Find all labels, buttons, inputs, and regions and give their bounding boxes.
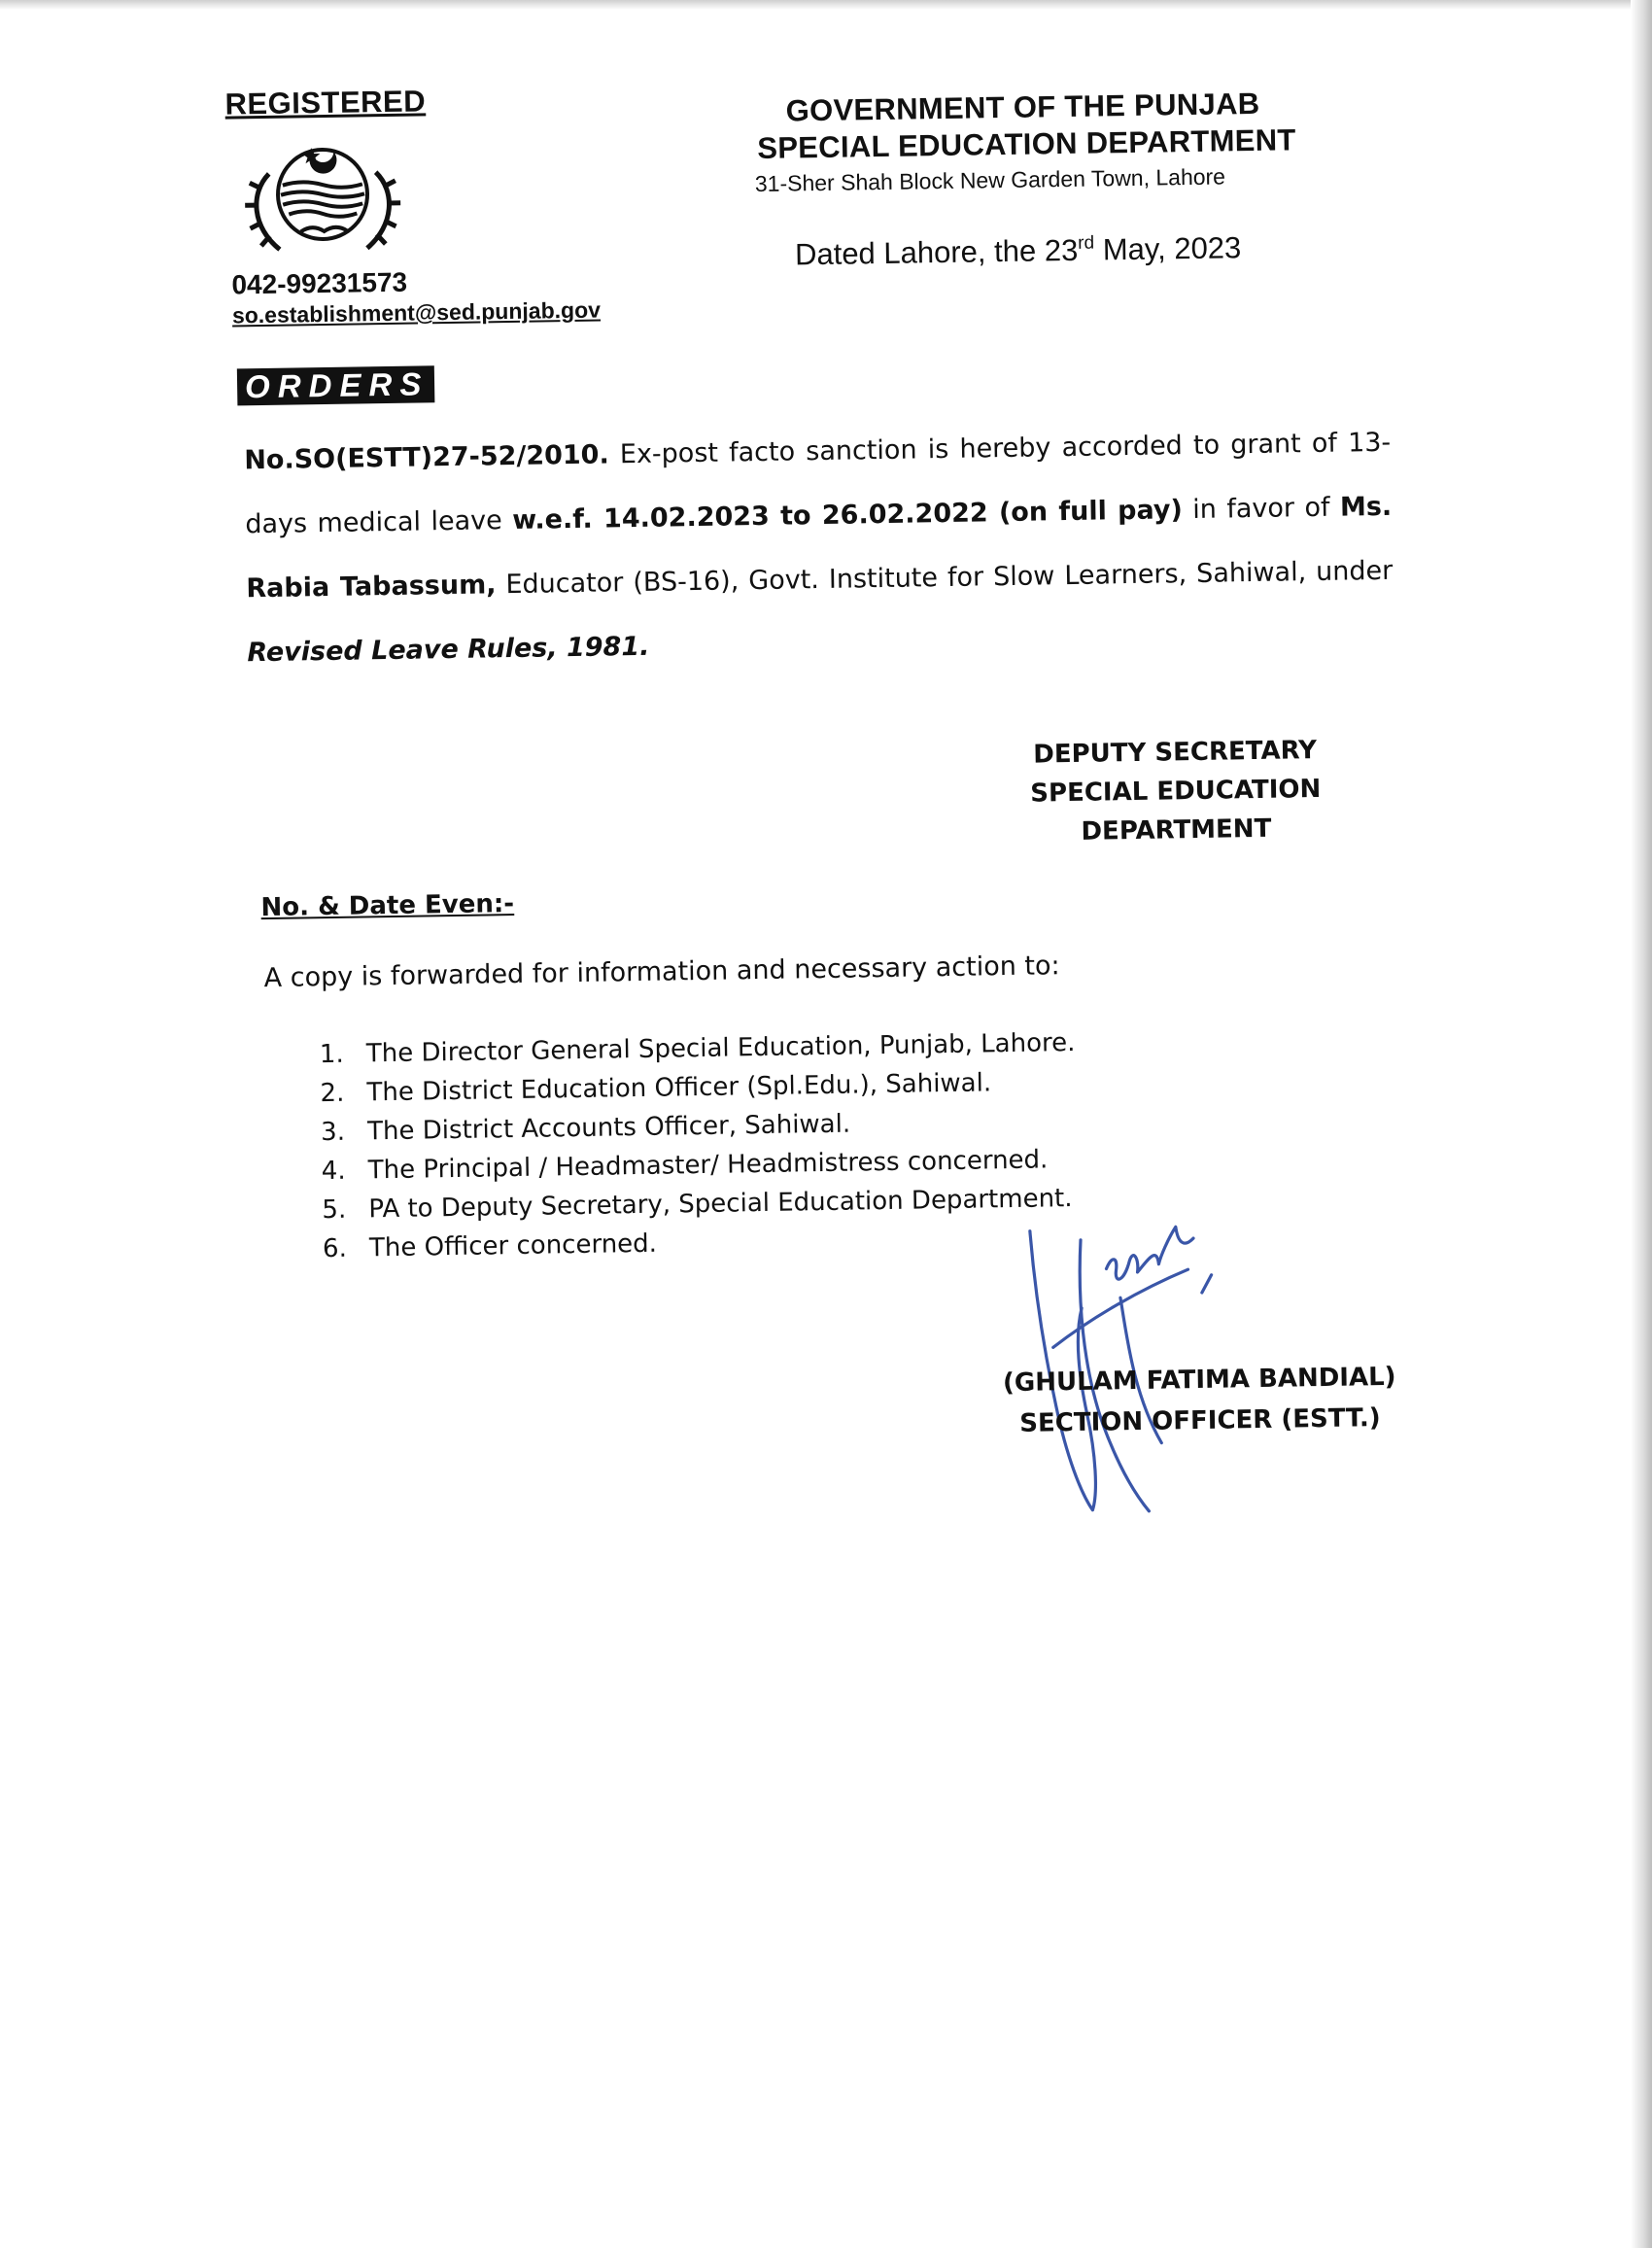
date-line <box>795 230 1242 272</box>
leave-rules: Revised Leave Rules, 1981. <box>247 631 650 669</box>
employee-name: Ms. Rabia Tabassum, <box>246 491 1393 605</box>
list-item-number: 4. <box>321 1156 346 1187</box>
list-item-text: The District Accounts Officer, Sahiwal. <box>366 1109 851 1147</box>
recipient-list <box>320 1023 1079 1268</box>
order-text-1: Ex-post facto sanction is hereby accorded to grant of 13-days medical leave <box>245 427 1392 540</box>
order-text-3: Educator (BS-16), Govt. Institute for Slow Learners, Sahiwal, under <box>496 555 1394 601</box>
copy-intro: A copy is forwarded for information and necessary action to: <box>263 951 1060 994</box>
designation-line-3: DEPARTMENT <box>1081 813 1272 847</box>
list-item-text: The District Education Officer (Spl.Edu.), Sahiwal. <box>366 1068 992 1108</box>
designation-line-1: DEPUTY SECRETARY <box>1033 736 1318 770</box>
order-text-2: in favor of <box>1182 492 1341 526</box>
department-address: 31-Sher Shah Block New Garden Town, Lahore <box>754 163 1226 197</box>
department-title: SPECIAL EDUCATION DEPARTMENT <box>757 122 1296 165</box>
list-item-number: 3. <box>320 1117 346 1148</box>
date-prefix: Dated Lahore, the 23 <box>794 232 1079 272</box>
signatory-title: SECTION OFFICER (ESTT.) <box>1019 1403 1381 1438</box>
email-address: so.establishment@sed.punjab.gov <box>231 296 602 329</box>
phone-number: 042-99231573 <box>231 266 408 300</box>
signatory-name: (GHULAM FATIMA BANDIAL) <box>1002 1362 1396 1399</box>
list-item-number: 5. <box>322 1194 347 1226</box>
list-item-text: The Officer concerned. <box>368 1228 658 1263</box>
list-item-number: 2. <box>320 1078 345 1109</box>
signatory-block <box>995 1357 1404 1445</box>
order-number: No.SO(ESTT)27-52/2010. <box>244 439 609 476</box>
orders-heading: ORDERS <box>237 365 435 405</box>
punjab-government-emblem-icon <box>239 133 406 260</box>
list-item-text: The Principal / Headmaster/ Headmistress concerned. <box>367 1145 1049 1186</box>
date-suffix: May, 2023 <box>1093 230 1242 267</box>
designation-block <box>1024 731 1327 852</box>
registered-label: REGISTERED <box>224 84 427 121</box>
leave-period: w.e.f. 14.02.2023 to 26.02.2022 (on full pay) <box>511 495 1184 536</box>
list-item-text: PA to Deputy Secretary, Special Education Department. <box>368 1184 1073 1225</box>
order-paragraph <box>244 411 1394 686</box>
list-item-text: The Director General Special Education, Punjab, Lahore. <box>365 1027 1076 1069</box>
list-item-number: 6. <box>322 1233 348 1264</box>
designation-line-2: SPECIAL EDUCATION <box>1030 774 1322 809</box>
date-ordinal: rd <box>1078 232 1095 254</box>
list-item-number: 1. <box>319 1039 344 1070</box>
government-title: GOVERNMENT OF THE PUNJAB <box>785 86 1260 128</box>
copy-heading: No. & Date Even:- <box>260 889 515 923</box>
